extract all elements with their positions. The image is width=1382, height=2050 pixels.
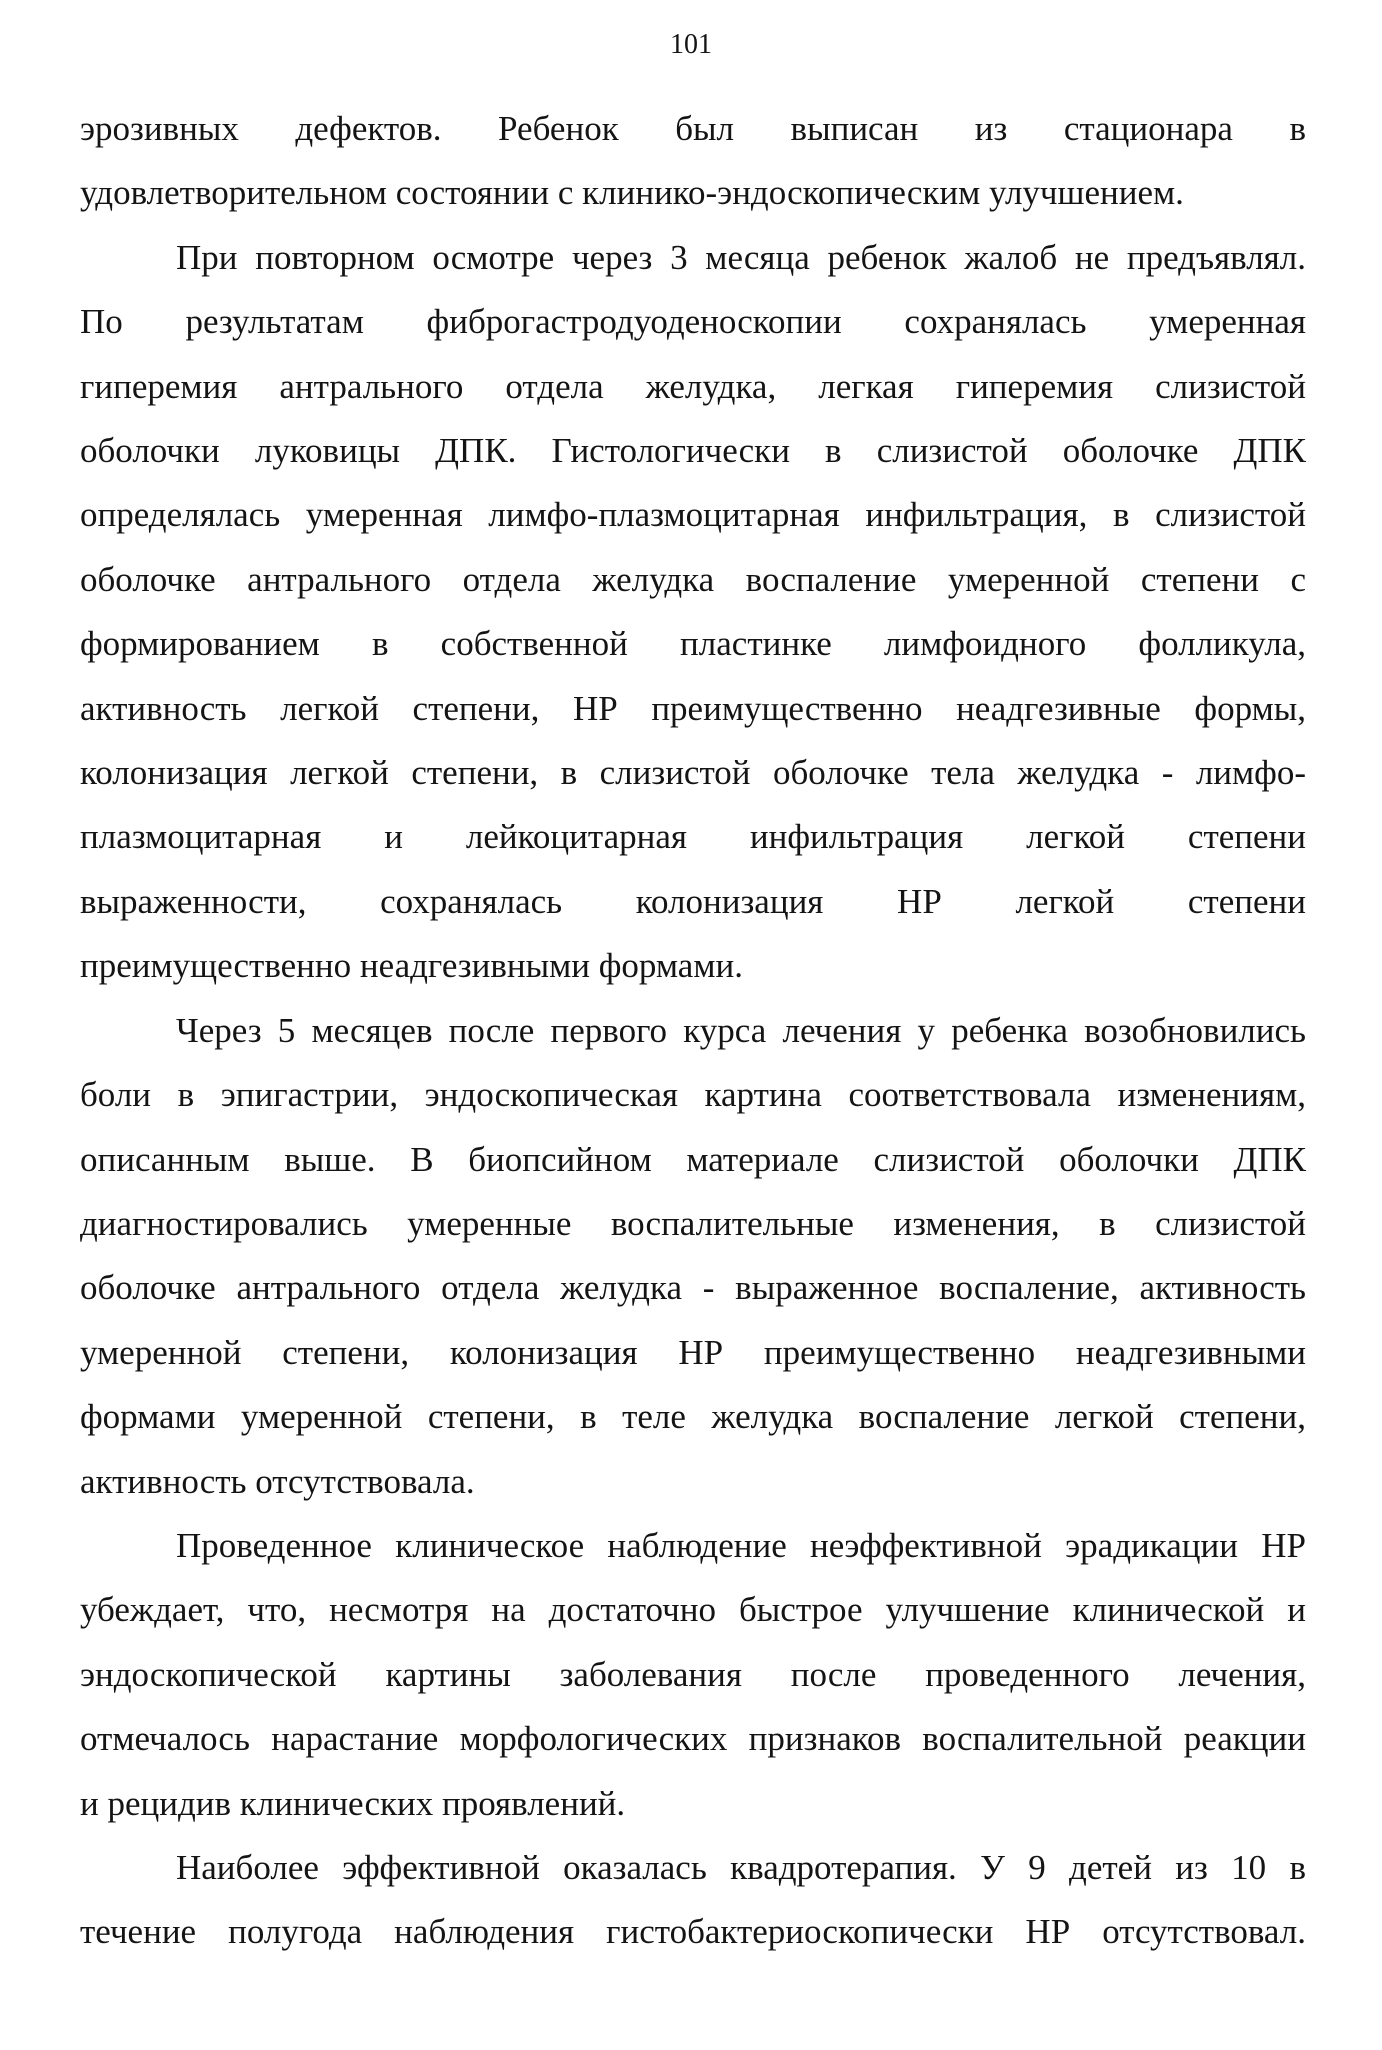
- text-line: отмечалось нарастание морфологических признаков воспалительной реакции: [80, 1719, 1306, 1759]
- text-line: При повторном осмотре через 3 месяца ребенок жалоб не предъявлял.: [176, 237, 1306, 277]
- text-line: Проведенное клиническое наблюдение неэффективной эрадикации НР: [176, 1525, 1306, 1565]
- text-line: удовлетворительном состоянии с клинико-эндоскопическим улучшением.: [80, 173, 1184, 213]
- text-line: течение полугода наблюдения гистобактериоскопически НР отсутствовал.: [80, 1912, 1306, 1952]
- text-line: Наиболее эффективной оказалась квадротерапия. У 9 детей из 10 в: [176, 1847, 1306, 1887]
- text-line: колонизация легкой степени, в слизистой оболочке тела желудка - лимфо-: [80, 753, 1306, 793]
- text-line: эндоскопической картины заболевания после проведенного лечения,: [80, 1654, 1306, 1694]
- text-line: описанным выше. В биопсийном материале слизистой оболочки ДПК: [80, 1139, 1306, 1179]
- text-line: формированием в собственной пластинке лимфоидного фолликула,: [80, 624, 1306, 664]
- text-line: оболочке антрального отдела желудка воспаление умеренной степени с: [80, 559, 1306, 599]
- text-line: гиперемия антрального отдела желудка, легкая гиперемия слизистой: [80, 366, 1306, 406]
- text-line: эрозивных дефектов. Ребенок был выписан из стационара в: [80, 109, 1306, 148]
- text-line: и рецидив клинических проявлений.: [80, 1783, 626, 1823]
- text-line: оболочки луковицы ДПК. Гистологически в слизистой оболочке ДПК: [80, 431, 1306, 471]
- text-line: Через 5 месяцев после первого курса лечения у ребенка возобновились: [176, 1010, 1306, 1050]
- text-line: убеждает, что, несмотря на достаточно быстрое улучшение клинической и: [80, 1590, 1306, 1630]
- text-line: плазмоцитарная и лейкоцитарная инфильтрация легкой степени: [80, 817, 1306, 857]
- text-line: боли в эпигастрии, эндоскопическая картина соответствовала изменениям,: [80, 1075, 1306, 1115]
- text-line: По результатам фиброгастродуоденоскопии сохранялась умеренная: [80, 302, 1306, 342]
- text-line: активность отсутствовала.: [80, 1461, 475, 1501]
- document-body: [80, 97, 1306, 1965]
- text-line: преимущественно неадгезивными формами.: [80, 946, 743, 986]
- text-line: выраженности, сохранялась колонизация НР легкой степени: [80, 881, 1306, 921]
- text-line: оболочке антрального отдела желудка - выраженное воспаление, активность: [80, 1268, 1306, 1308]
- text-line: активность легкой степени, НР преимущественно неадгезивные формы,: [80, 688, 1306, 728]
- text-line: умеренной степени, колонизация НР преимущественно неадгезивными: [80, 1332, 1306, 1372]
- page-number: 101: [670, 29, 712, 60]
- text-line: диагностировались умеренные воспалительные изменения, в слизистой: [80, 1203, 1306, 1243]
- text-line: определялась умеренная лимфо-плазмоцитарная инфильтрация, в слизистой: [80, 495, 1306, 535]
- text-line: формами умеренной степени, в теле желудка воспаление легкой степени,: [80, 1397, 1306, 1437]
